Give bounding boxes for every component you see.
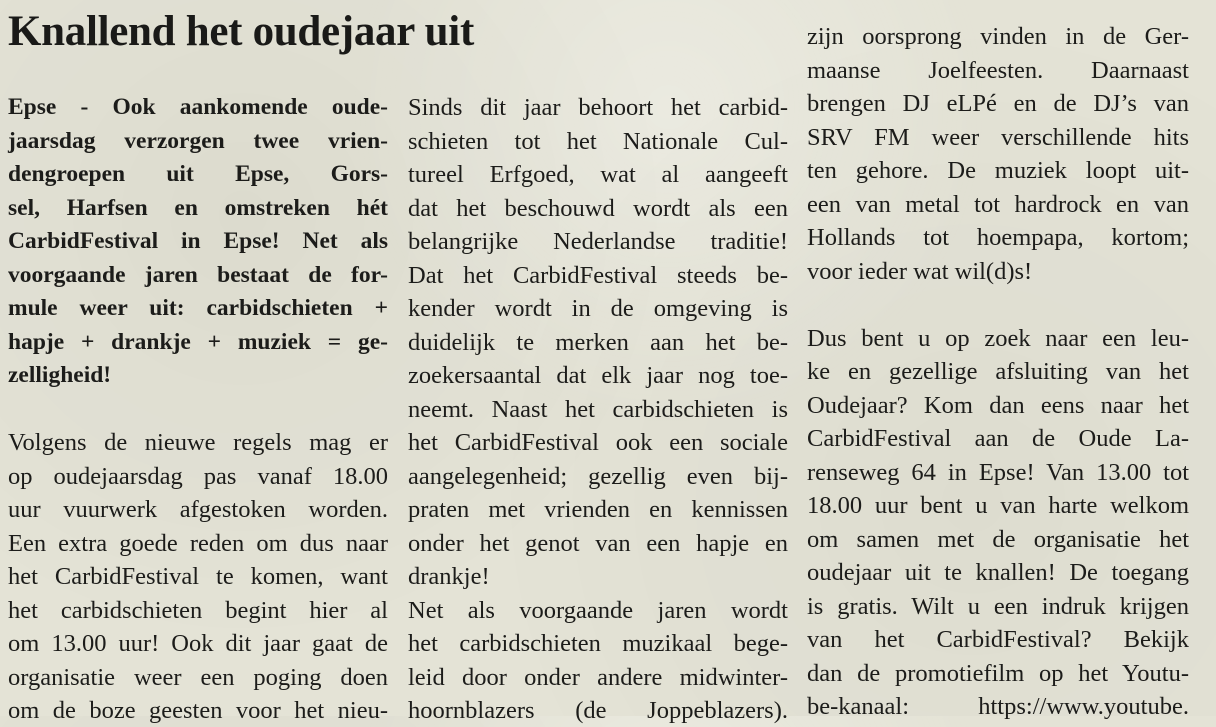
column-1-line-19: om de boze geesten voor het nieu-	[8, 697, 388, 724]
column-2-line-6: Dat het CarbidFestival steeds be-	[408, 261, 788, 289]
column-3-line-19: van het CarbidFestival? Bekijk	[807, 626, 1189, 653]
column-2-line-4: dat het beschouwd wordt als een	[408, 194, 788, 222]
column-2-line-16: Net als voorgaande jaren wordt	[408, 596, 788, 624]
column-2-line-2: schieten tot het Nationale Cul-	[408, 127, 788, 155]
column-1-line-14: Een extra goede reden om dus naar	[8, 529, 388, 557]
column-3-line-20: dan de promotiefilm op het Youtu-	[807, 659, 1189, 687]
column-1-line-17: om 13.00 uur! Ook dit jaar gaat de	[8, 630, 388, 657]
column-3-line-12: Oudejaar? Kom dan eens naar het	[807, 391, 1189, 419]
column-3-line-16: om samen met de organisatie het	[807, 525, 1189, 553]
column-1-line-2: jaarsdag verzorgen twee vrien-	[8, 127, 388, 154]
column-3-line-13: CarbidFestival aan de Oude La-	[807, 425, 1189, 452]
column-3-line-1: zijn oorsprong vinden in de Ger-	[807, 23, 1189, 50]
column-1-line-3: dengroepen uit Epse, Gors-	[8, 161, 388, 187]
column-1-line-16: het carbidschieten begint hier al	[8, 596, 388, 624]
column-3-line-18: is gratis. Wilt u een indruk krijgen	[807, 592, 1189, 620]
column-3-line-10: Dus bent u op zoek naar een leu-	[807, 324, 1189, 352]
column-2-line-1: Sinds dit jaar behoort het carbid-	[408, 94, 788, 121]
column-1-line-7: mule weer uit: carbidschieten +	[8, 295, 388, 321]
column-3-line-15: 18.00 uur bent u van harte welkom	[807, 492, 1189, 519]
column-3-line-2: maanse Joelfeesten. Daarnaast	[807, 56, 1189, 84]
column-3-line-6: een van metal tot hardrock en van	[807, 190, 1189, 218]
column-1-line-6: voorgaande jaren bestaat de for-	[8, 261, 388, 288]
column-3-line-5: ten gehore. De muziek loopt uit-	[807, 157, 1189, 184]
column-1-line-11: Volgens de nieuwe regels mag er	[8, 429, 388, 456]
column-1-line-9: zelligheid!	[8, 362, 112, 388]
column-3-line-17: oudejaar uit te knallen! De toegang	[807, 559, 1189, 586]
column-1-line-1: Epse - Ook aankomende oude-	[8, 94, 388, 120]
column-1-line-18: organisatie weer een poging doen	[8, 663, 388, 691]
column-2-line-11: het CarbidFestival ook een sociale	[408, 429, 788, 456]
column-3-line-8: voor ieder wat wil(d)s!	[807, 257, 1033, 285]
column-2-line-15: drankje!	[408, 563, 490, 590]
column-3-line-21: be-kanaal: https://www.youtube.	[807, 693, 1189, 720]
column-2-line-18: leid door onder andere midwinter-	[408, 663, 788, 691]
column-2-line-19: hoornblazers (de Joppeblazers).	[408, 697, 788, 724]
column-1-line-13: uur vuurwerk afgestoken worden.	[8, 496, 388, 523]
column-2-line-12: aangelegenheid; gezellig even bij-	[408, 462, 788, 490]
column-2-line-17: het carbidschieten muzikaal bege-	[408, 630, 788, 657]
column-2-line-10: neemt. Naast het carbidschieten is	[408, 395, 788, 423]
column-3-line-11: ke en gezellige afsluiting van het	[807, 358, 1189, 385]
column-1-line-4: sel, Harfsen en omstreken hét	[8, 194, 388, 221]
column-1-line-8: hapje + drankje + muziek = ge-	[8, 328, 388, 355]
column-3-line-4: SRV FM weer verschillende hits	[807, 123, 1189, 151]
column-2-line-14: onder het genot van een hapje en	[408, 529, 788, 557]
column-1-line-15: het CarbidFestival te komen, want	[8, 563, 388, 590]
article-title: Knallend het oudejaar uit	[8, 8, 474, 55]
column-1-line-5: CarbidFestival in Epse! Net als	[8, 228, 388, 254]
column-1-line-12: op oudejaarsdag pas vanaf 18.00	[8, 462, 388, 490]
column-2-line-13: praten met vrienden en kennissen	[408, 496, 788, 523]
column-2-line-5: belangrijke Nederlandse traditie!	[408, 228, 788, 255]
column-2-line-3: tureel Erfgoed, wat al aangeeft	[408, 161, 788, 188]
column-2-line-9: zoekersaantal dat elk jaar nog toe-	[408, 362, 788, 389]
column-2-line-8: duidelijk te merken aan het be-	[408, 328, 788, 356]
column-3-line-7: Hollands tot hoempapa, kortom;	[807, 224, 1189, 251]
column-2-line-7: kender wordt in de omgeving is	[408, 295, 788, 322]
column-3-line-14: renseweg 64 in Epse! Van 13.00 tot	[807, 458, 1189, 486]
column-3-line-3: brengen DJ eLPé en de DJ’s van	[807, 90, 1189, 117]
